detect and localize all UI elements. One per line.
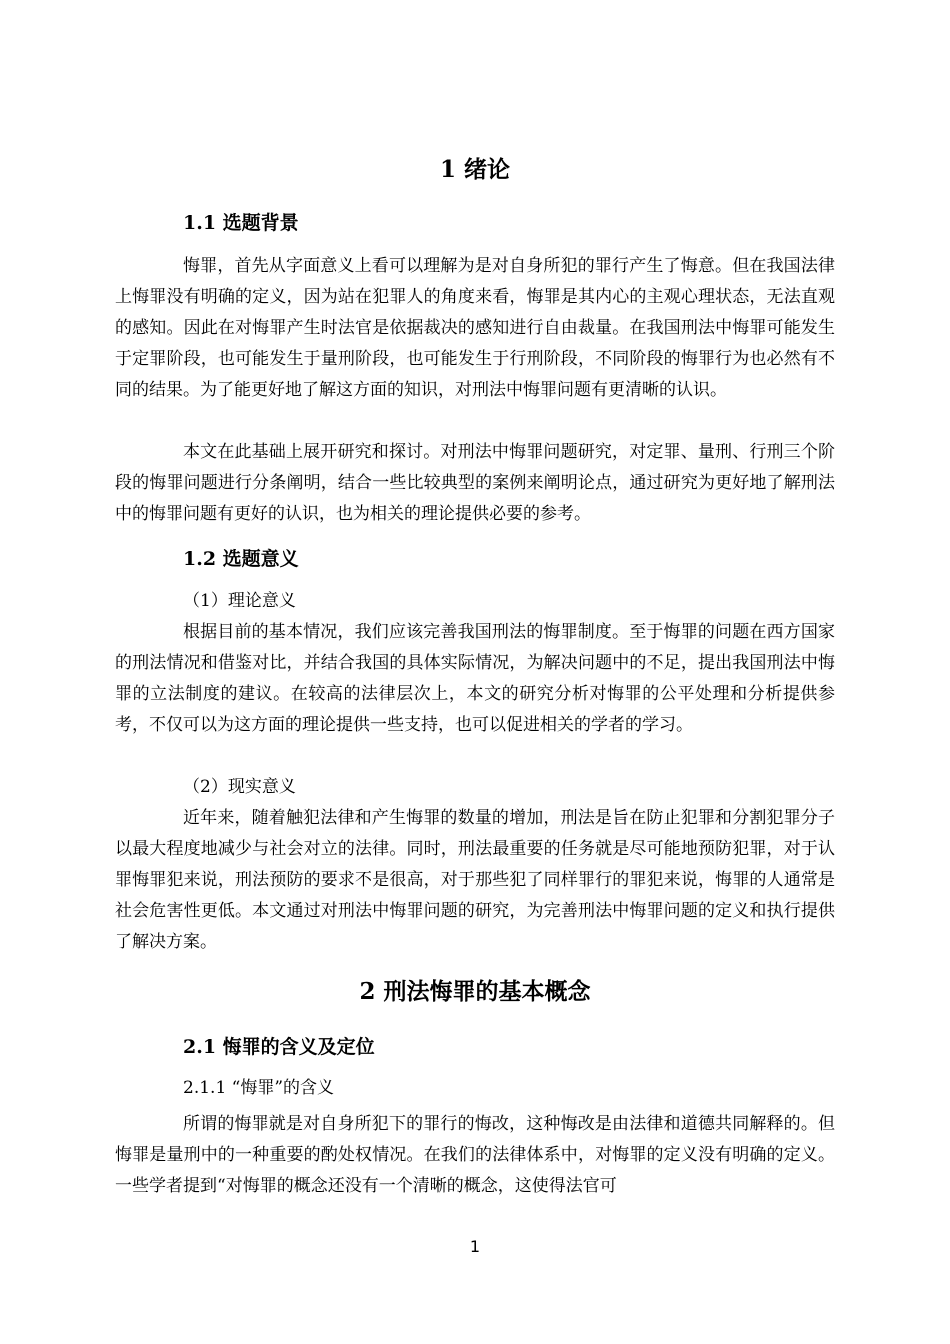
chapter-2-title: 2 刑法悔罪的基本概念 — [359, 978, 591, 1005]
section-1-2-paragraph-2: 近年来，随着触犯法律和产生悔罪的数量的增加，刑法是旨在防止犯罪和分割犯罪分子以最大程度地减少与社会对立的法律。同时，刑法最重要的任务就是尽可能地预防犯罪，对于认罪悔罪犯来说，刑法预防的要求不是很高，对于那些犯了同样罪行的罪犯来说，悔罪的人通常是社会危害性更低。本文通过对刑法中悔罪问题的研究，为完善刑法中悔罪问题的定义和执行提供了解决方案。 — [115, 808, 835, 952]
page-number: 1 — [469, 1237, 481, 1256]
subsection-theoretical-significance: （1）理论意义 — [183, 591, 296, 611]
subsection-practical-significance: （2）现实意义 — [183, 777, 296, 797]
section-1-1-paragraph-2: 本文在此基础上展开研究和探讨。对刑法中悔罪问题研究，对定罪、量刑、行刑三个阶段的悔罪问题进行分条阐明，结合一些比较典型的案例来阐明论点，通过研究为更好地了解刑法中的悔罪问题有更好的认识，也为相关的理论提供必要的参考。 — [115, 442, 835, 524]
chapter-1-title: 1 绪论 — [439, 156, 510, 183]
subsection-2-1-1: 2.1.1 “悔罪”的含义 — [183, 1078, 335, 1098]
section-1-1-heading: 1.1 选题背景 — [183, 212, 299, 234]
section-1-2-heading: 1.2 选题意义 — [183, 548, 299, 570]
section-2-1-paragraph-1: 所谓的悔罪就是对自身所犯下的罪行的悔改，这种悔改是由法律和道德共同解释的。但悔罪是量刑中的一种重要的酌处权情况。在我们的法律体系中，对悔罪的定义没有明确的定义。一些学者提到“对悔罪的概念还没有一个清晰的概念，这使得法官可 — [115, 1114, 835, 1196]
section-1-2-paragraph-1: 根据目前的基本情况，我们应该完善我国刑法的悔罪制度。至于悔罪的问题在西方国家的刑法情况和借鉴对比，并结合我国的具体实际情况，为解决问题中的不足，提出我国刑法中悔罪的立法制度的建议。在较高的法律层次上，本文的研究分析对悔罪的公平处理和分析提供参考，不仅可以为这方面的理论提供一些支持，也可以促进相关的学者的学习。 — [115, 622, 835, 735]
section-2-1-heading: 2.1 悔罪的含义及定位 — [183, 1036, 375, 1058]
section-1-1-paragraph-1: 悔罪，首先从字面意义上看可以理解为是对自身所犯的罪行产生了悔意。但在我国法律上悔罪没有明确的定义，因为站在犯罪人的角度来看，悔罪是其内心的主观心理状态，无法直观的感知。因此在对悔罪产生时法官是依据裁决的感知进行自由裁量。在我国刑法中悔罪可能发生于定罪阶段，也可能发生于量刑阶段，也可能发生于行刑阶段，不同阶段的悔罪行为也必然有不同的结果。为了能更好地了解这方面的知识，对刑法中悔罪问题有更清晰的认识。 — [115, 256, 835, 400]
